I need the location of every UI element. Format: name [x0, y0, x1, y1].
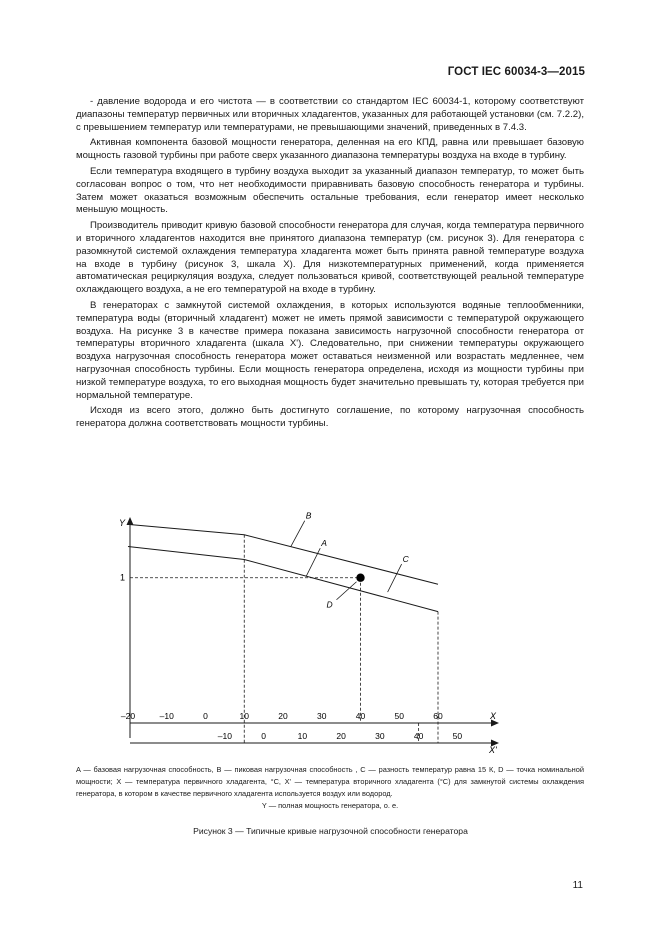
y-axis-label: Y: [119, 518, 126, 528]
callout-c-label: C: [402, 554, 409, 565]
callout-a-label: A: [321, 538, 327, 549]
x-prime-tick-label: 40: [413, 731, 424, 741]
x-tick-label: 10: [239, 711, 249, 721]
x-tick-label: 30: [317, 711, 327, 721]
figure-legend: [76, 764, 584, 812]
x-tick-label: –20: [120, 711, 136, 721]
x-tick-label: 0: [203, 711, 208, 721]
x-tick-label: 50: [394, 711, 404, 721]
legend-text: A — базовая нагрузочная способность, B — пиковая нагрузочная способность , C — разность температур равна 15 К, D — точка номинальной мощности; X — температура первичного хладагента, °С, X' — температура вторичного хладагента (°С) для замкнутой системы охлаждения генератора, в котором в качестве первичного хладагента используется воздух или водород.: [76, 765, 584, 798]
document-code: ГОСТ IEC 60034-3—2015: [447, 66, 585, 78]
rated-point-marker: [356, 574, 364, 582]
y-tick-label: 1: [120, 572, 126, 583]
paragraph: В генераторах с замкнутой системой охлаждения, в которых используются водяные теплообменники, температура воды (вторичный хладагент) может не иметь прямой зависимости с температурой окружающего воздуха. На рисунке 3 в качестве примера показана зависимость нагрузочной способности генератора от температуры вторичного хладагента (шкала X'). Следовательно, при снижении температуры окружающего воздуха нагрузочная способность генератора может оставаться неизменной или возрастать медленнее, чем нагрузочная способность турбины. Если мощность генератора определена, исходя из мощности турбины при низкой температуре воздуха, то его выходная мощность будет значительно превышать ту, которая требуется при нормальной температуре.: [76, 299, 584, 401]
x-prime-axis-label: X': [489, 745, 497, 755]
paragraph: - давление водорода и его чистота — в соответствии со стандартом IEC 60034-1, которому соответствуют диапазоны температур первичных или вторичных хладагентов, указанных для работающей установки (см. 7.2.2), с превышением температур или температурами, не превышающими значений, приведенных в 7.4.3.: [76, 96, 584, 133]
callout-d-label: D: [326, 599, 333, 610]
x-prime-tick-label: 0: [261, 731, 266, 741]
paragraph: Производитель приводит кривую базовой способности генератора для случая, когда температура первичного и вторичного хладагентов находится вне принятого диапазона температур (см. рисунок 3). Для генератора с разомкнутой системой охлаждения температура хладагента может быть принята равной температуре воздуха на входе в турбину (рисунок 3, шкала X). Для низкотемпературных применений, когда применяется автоматическая рециркуляция воздуха, следует пользоваться кривой, соответствующей реальной температуре охлаждающего воздуха, а не его температурой на входе в турбину.: [76, 220, 584, 296]
curve-b: [128, 524, 438, 584]
callout-c-leader: [388, 564, 402, 592]
callout-d-leader: [337, 582, 357, 600]
x-prime-tick-label: –10: [217, 731, 232, 741]
callout-b-label: B: [305, 510, 312, 521]
legend-y-line: Y — полная мощность генератора, о. е.: [261, 801, 399, 810]
curve-a: [128, 546, 438, 611]
x-axis-label: X: [490, 711, 497, 721]
paragraph: Активная компонента базовой мощности генератора, деленная на его КПД, равна или превышает базовую мощность газовой турбины при работе сверх указанного диапазона температуры воздуха на входе в турбину.: [76, 137, 584, 162]
figure-caption: Рисунок 3 — Типичные кривые нагрузочной способности генератора: [193, 826, 468, 836]
capability-chart: [110, 510, 530, 755]
x-tick-label: –10: [159, 711, 174, 721]
callout-b-leader: [291, 521, 305, 547]
x-tick-label: 60: [433, 711, 443, 721]
x-prime-tick-label: 50: [452, 731, 463, 741]
body-text: [76, 96, 584, 434]
x-prime-tick-label: 10: [297, 731, 308, 741]
x-prime-tick-label: 30: [375, 731, 385, 741]
page-number: 11: [572, 880, 583, 891]
paragraph: Исходя из всего этого, должно быть достигнуто соглашение, по которому нагрузочная способность генератора должна соответствовать мощности турбины.: [76, 405, 584, 430]
x-prime-tick-label: 20: [336, 731, 346, 741]
x-tick-label: 40: [355, 711, 366, 721]
paragraph: Если температура входящего в турбину воздуха выходит за указанный диапазон температур, то может быть согласован вопрос о том, что нет необходимости приравнивать базовую способность генератора и турбины. Затем может оказаться возможным обеспечить остальные требования, если генератор имеет несколько меньшую мощность.: [76, 165, 584, 216]
x-tick-label: 20: [278, 711, 288, 721]
